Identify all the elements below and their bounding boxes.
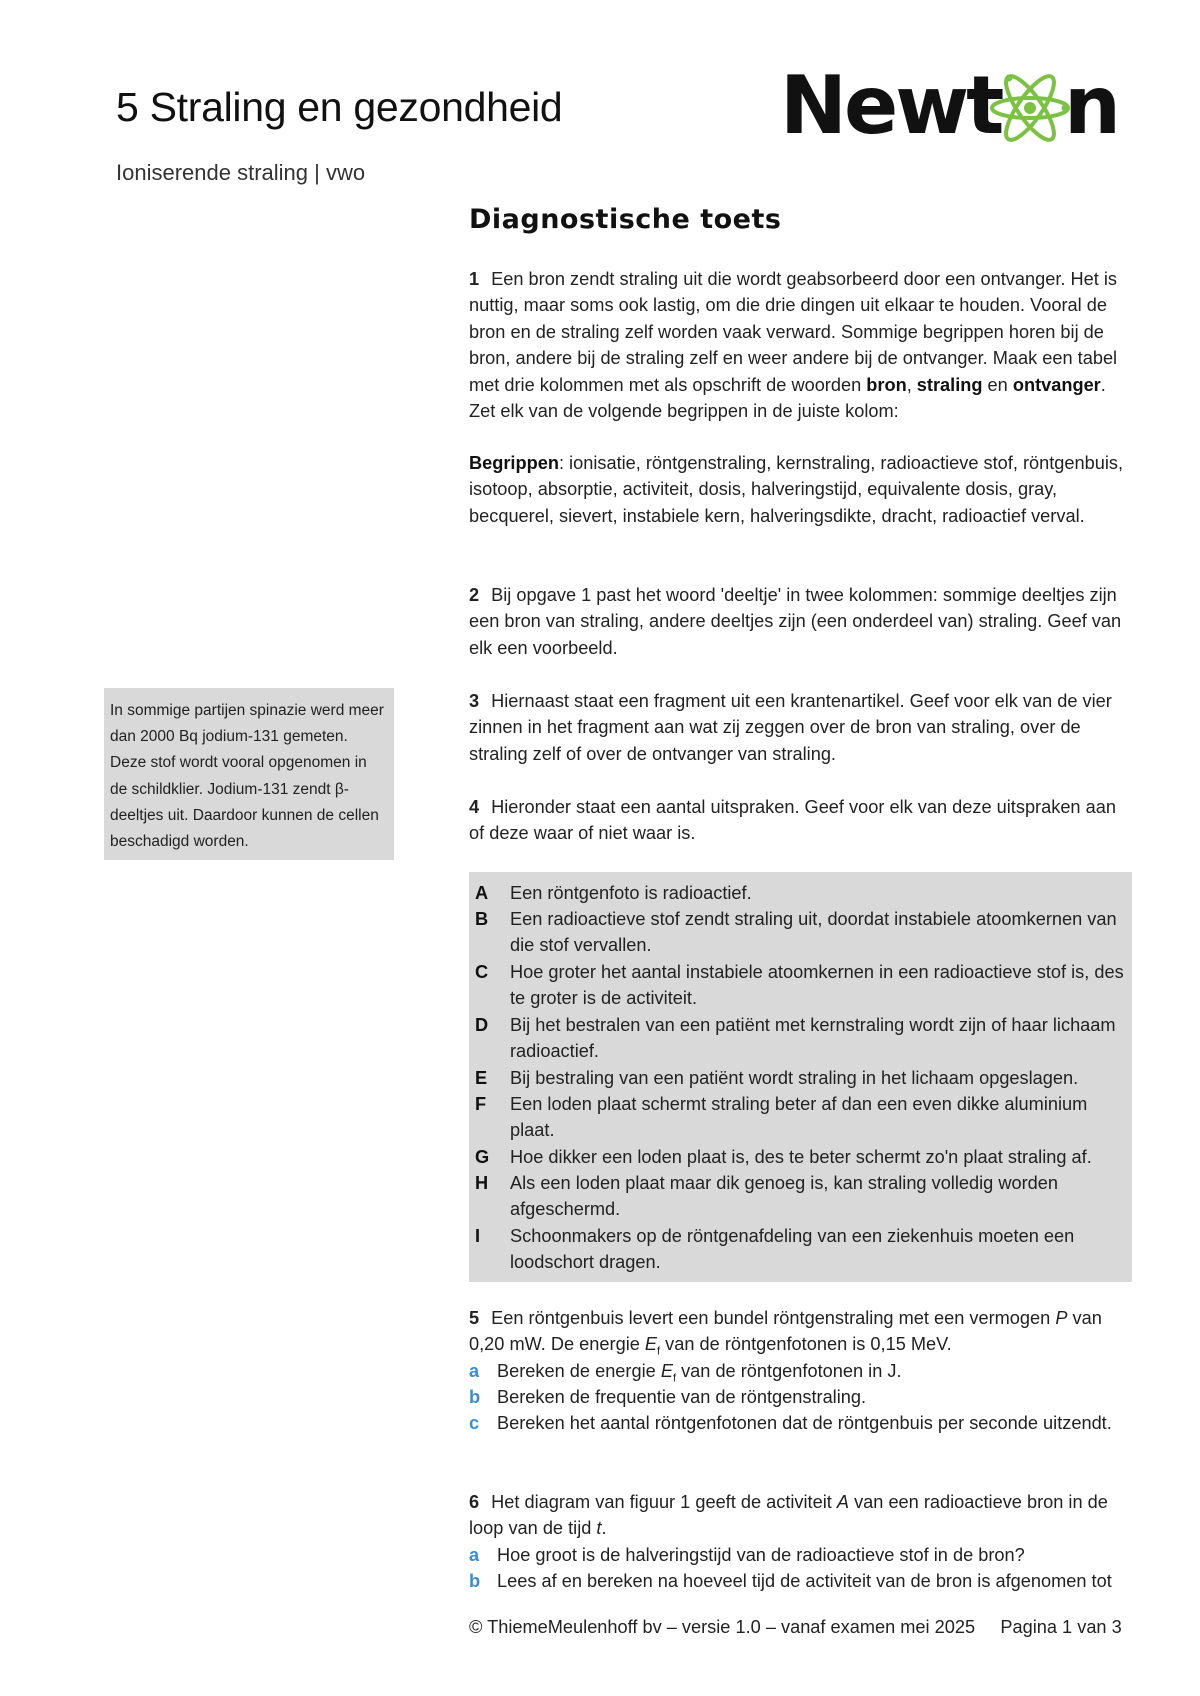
subquestion-letter: c [469, 1413, 480, 1433]
logo-text-left: Newt [780, 59, 1002, 152]
question-number: 6 [469, 1492, 480, 1512]
subquestion-6a [469, 1542, 1131, 1568]
statement-h [475, 1170, 1125, 1223]
symbol-subscript: f [657, 1346, 661, 1359]
question-text: Het diagram van figuur 1 geeft de activiteit [491, 1492, 837, 1512]
statement-letter: C [475, 962, 489, 982]
symbol-time: t [596, 1518, 602, 1539]
question-text: Hieronder staat een aantal uitspraken. Geef voor elk van deze uitspraken aan of deze waar of niet waar is. [469, 797, 1116, 844]
statement-text: Hoe groter het aantal instabiele atoomkernen in een radioactieve stof is, des te groter is de activiteit. [510, 962, 1124, 1009]
terms-list [469, 450, 1131, 529]
question-3 [469, 688, 1131, 767]
symbol-power: P [1055, 1308, 1068, 1328]
statement-letter: I [475, 1226, 481, 1246]
keyword-bron: bron [866, 374, 907, 395]
statement-letter: A [475, 883, 489, 903]
symbol-energy: E [660, 1361, 673, 1381]
statement-b [475, 906, 1125, 959]
symbol-subscript: f [672, 1372, 677, 1385]
subquestion-text: Lees af en bereken na hoeveel tijd de activiteit van de bron is afgenomen tot [497, 1571, 1112, 1591]
statement-letter: D [475, 1015, 489, 1035]
statement-text: Hoe dikker een loden plaat is, des te beter schermt zo'n plaat straling af. [510, 1147, 1092, 1167]
statement-text: Bij bestraling van een patiënt wordt straling in het lichaam opgeslagen. [510, 1068, 1079, 1088]
question-6 [469, 1489, 1131, 1542]
statement-i [475, 1223, 1125, 1276]
subquestion-6b [469, 1568, 1131, 1594]
question-number: 2 [469, 585, 480, 605]
subquestion-text: Bereken de energie [497, 1361, 661, 1381]
separator: , [906, 374, 917, 395]
question-text: Een röntgenbuis levert een bundel röntgenstraling met een vermogen [491, 1308, 1056, 1328]
question-text: van een radioactieve bron in de loop van de tijd [469, 1492, 1108, 1539]
subquestion-letter: a [469, 1361, 480, 1381]
question-text: . [601, 1518, 607, 1539]
question-number: 3 [469, 691, 480, 711]
symbol-energy: E [644, 1334, 658, 1355]
question-number: 4 [469, 797, 480, 817]
keyword-ontvanger: ontvanger [1012, 374, 1101, 395]
statement-letter: E [475, 1068, 488, 1088]
question-text: van de röntgenfotonen is 0,15 MeV. [660, 1334, 952, 1355]
question-text: Hiernaast staat een fragment uit een krantenartikel. Geef voor elk van de vier zinnen in het fragment aan wat zij zeggen over de bron van straling, over de straling zelf of over de ontvanger van straling. [469, 691, 1112, 764]
statement-f [475, 1091, 1125, 1144]
question-text: Een bron zendt straling uit die wordt geabsorbeerd door een ontvanger. Het is nuttig, maar soms ook lastig, om die drie dingen uit elkaar te houden. Vooral de bron en de straling zelf worden vaak verward. Sommige begrippen horen bij de bron, andere bij de straling zelf en weer andere bij de ontvanger. Maak een tabel met drie kolommen met als opschrift de woorden [469, 269, 1118, 395]
statement-letter: H [475, 1173, 489, 1193]
newton-logo [780, 58, 1128, 154]
newspaper-fragment-box [104, 688, 394, 860]
subquestion-text: Bereken de frequentie van de röntgenstraling. [497, 1387, 867, 1407]
keyword-straling: straling [916, 374, 983, 395]
terms-text: : ionisatie, röntgenstraling, kernstraling, radioactieve stof, röntgenbuis, isotoop, absorptie, activiteit, dosis, halveringstijd, equivalente dosis, gray, becquerel, sievert, instabiele kern, halveringsdikte, dracht, radioactief verval. [469, 453, 1124, 526]
statement-g [475, 1144, 1125, 1170]
question-4 [469, 794, 1131, 847]
subquestion-letter: b [469, 1387, 481, 1407]
question-text-end: . Zet elk van de volgende begrippen in de juiste kolom: [469, 374, 1106, 422]
page-title: 5 Straling en gezondheid [116, 84, 563, 130]
subquestion-text: van de röntgenfotonen in J. [676, 1361, 902, 1381]
logo-text-right: n [1064, 59, 1118, 152]
subquestion-text: Hoe groot is de halveringstijd van de radioactieve stof in de bron? [497, 1545, 1025, 1565]
separator: en [982, 374, 1013, 395]
statement-text: Een loden plaat schermt straling beter af dan een even dikke aluminium plaat. [510, 1094, 1088, 1141]
question-1 [469, 266, 1131, 424]
question-5 [469, 1305, 1131, 1365]
subquestion-letter: b [469, 1571, 481, 1591]
newspaper-fragment-text: In sommige partijen spinazie werd meer dan 2000 Bq jodium-131 gemeten. Deze stof wordt vooral opgenomen in de schildklier. Jodium-131 zendt β-deeltjes uit. Daardoor kunnen de cellen beschadigd worden. [110, 702, 384, 851]
page-subtitle: Ioniserende straling | vwo [116, 160, 366, 185]
statement-text: Bij het bestralen van een patiënt met kernstraling wordt zijn of haar lichaam radioactief. [510, 1015, 1116, 1062]
question-text: Bij opgave 1 past het woord 'deeltje' in twee kolommen: sommige deeltjes zijn een bron van straling, andere deeltjes zijn (een onderdeel van) straling. Geef van elk een voorbeeld. [469, 585, 1122, 658]
statement-a [475, 880, 1125, 906]
statement-letter: F [475, 1094, 487, 1114]
terms-label: Begrippen [469, 453, 559, 473]
statement-text: Een radioactieve stof zendt straling uit, doordat instabiele atoomkernen van die stof vervallen. [510, 909, 1117, 956]
subquestion-5c [469, 1410, 1131, 1436]
subquestion-letter: a [469, 1545, 480, 1565]
statement-letter: G [475, 1147, 490, 1167]
statement-text: Schoonmakers op de röntgenafdeling van een ziekenhuis moeten een loodschort dragen. [510, 1226, 1075, 1273]
statement-letter: B [475, 909, 489, 929]
atom-icon [989, 64, 1071, 152]
symbol-activity: A [836, 1492, 850, 1512]
statement-e [475, 1065, 1125, 1091]
statements-box [469, 872, 1132, 1282]
subquestion-5b [469, 1384, 1131, 1410]
statement-text: Een röntgenfoto is radioactief. [510, 883, 752, 903]
question-text: van 0,20 mW. De energie [469, 1308, 1102, 1355]
question-number: 1 [469, 269, 480, 289]
section-heading: Diagnostische toets [469, 204, 782, 235]
statement-c [475, 959, 1125, 1012]
statement-text: Als een loden plaat maar dik genoeg is, kan straling volledig worden afgeschermd. [510, 1173, 1058, 1220]
subquestion-text: Bereken het aantal röntgenfotonen dat de röntgenbuis per seconde uitzendt. [497, 1413, 1112, 1433]
statement-d [475, 1012, 1125, 1065]
page-footer: © ThiemeMeulenhoff bv – versie 1.0 – vanaf examen mei 2025 Pagina 1 van 3 [469, 1617, 1122, 1637]
question-number: 5 [469, 1308, 480, 1328]
question-2 [469, 582, 1131, 661]
